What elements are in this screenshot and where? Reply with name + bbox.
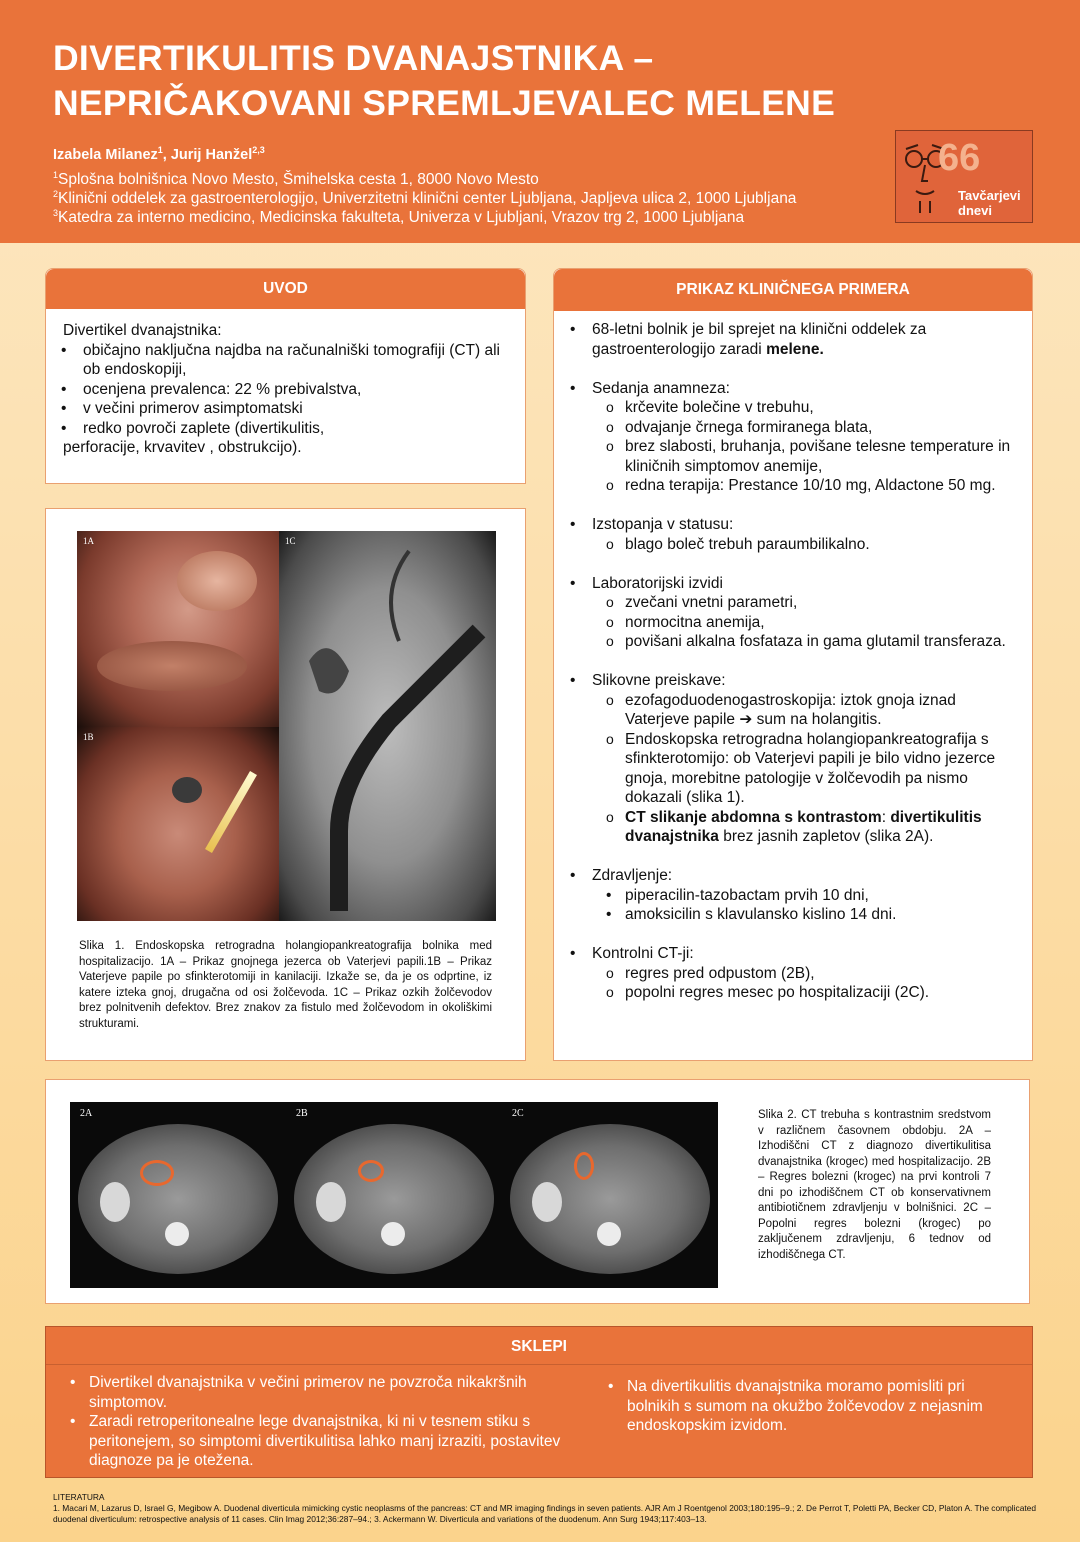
affiliation: $^2$Klinični oddelek za gastroenterologijo, Univerzitetni klinični center Ljubljana, Japljeva ulica 2, 1000 Ljubljana [53,189,797,208]
conference-logo [895,130,1033,223]
uvod-tail: perforacije, krvavitev , obstrukcijo). [63,439,302,456]
endoscopy-image-1b [77,727,279,921]
sklepi-list-right [604,1377,1004,1436]
uvod-heading: UVOD [46,269,525,309]
list-item: • v večini primerov asimptomatski [45,399,515,419]
image-label: 2A [80,1108,93,1119]
list-item: • ocenjena prevalenca: 22 % prebivalstva, [45,380,515,400]
list-item: o brez slabosti, bruhanja, povišane telesne temperature in kliničnih simptomov anemije, [554,437,1024,476]
list-item: • Kontrolni CT-ji: [554,944,1024,964]
list-item: • Izstopanja v statusu: [554,515,1024,535]
list-item: o odvajanje črnega formiranega blata, [554,418,1024,438]
affiliation: $^3$Katedra za interno medicino, Medicinska fakulteta, Univerza v Ljubljani, Vrazov trg 2, 1000 Ljubljana [53,208,745,227]
list-item: o CT slikanje abdomna s kontrastom: divertikulitis dvanajstnika brez jasnih zapletov (slika 2A). [554,808,1024,847]
image-label: 2C [512,1108,524,1119]
case-panel [553,268,1033,1061]
author-name: Jurij Hanžel [170,146,253,163]
list-item: • Slikovne preiskave: [554,671,1024,691]
ct-image-2c [502,1102,718,1288]
endoscopy-image-1a [77,531,279,727]
list-item: o Endoskopska retrogradna holangiopankreatografija s sfinkterotomijo: ob Vaterjevi papili je bilo vidno jezerce gnoja, morebitne patologije v žolčevodih pa nismo dokazali (slika 1). [554,730,1024,808]
references-text: 1. Macari M, Lazarus D, Israel G, Megibow A. Duodenal diverticula mimicking cystic neoplasms of the pancreas: CT and MR imaging findings in seven patients. AJR Am J Roentgenol 2003;180:195–9.; 2. De Perrot T, Poletti PA, Becker CD, Platon A. The complicated duodenal diverticulum: retrospective analysis of 11 cases. Clin Imag 2012;36:287–94.; 3. Ackermann W. Diverticula and variations of the duodenum. Ann Surg 1943;117:403–13. [53,1503,1036,1524]
poster-header [0,0,1080,243]
figure1-panel [45,508,526,1061]
sklepi-list-left [66,1373,566,1471]
logo-number: 66 [938,137,981,179]
list-item: • Na divertikulitis dvanajstnika moramo pomisliti pri bolnikih s sumom na okužbo žolčevodov z nejasnim endoskopskim izvidom. [604,1377,1004,1436]
figure2-caption: Slika 2. CT trebuha s kontrastnim sredstvom v različnem časovnem obdobju. 2A – Izhodiščni CT z diagnozo divertikulitisa dvanajstnika (krogec) med hospitalizacijo. 2B – Regres bolezni (krogec) na prvi kontroli 7 dni po izhodiščnem CT ob konservativnem antibiotičnem zdravljenju v bolnišnici. 2C – Popolni regres bolezni (krogec) po zaključenem zdravljenju, 6 tednov od izhodiščnega CT. [758,1109,991,1261]
lesion-circle [574,1152,594,1180]
list-item: • 68-letni bolnik je bil sprejet na klinični oddelek za gastroenterologijo zaradi melene. [554,320,1024,359]
authors [53,145,265,163]
references [53,1492,1038,1525]
image-label: 1B [83,732,94,742]
poster-title: DIVERTIKULITIS DVANAJSTNIKA – NEPRIČAKOVANI SPREMLJEVALEC MELENE [53,38,836,123]
list-item: • redko povroči zaplete (divertikulitis, [45,419,515,439]
list-item: o zvečani vnetni parametri, [554,593,1024,613]
list-item: • piperacilin-tazobactam prvih 10 dni, [554,886,1024,906]
arrow-icon: ➔ [739,711,753,728]
image-label: 1C [285,536,296,546]
references-heading: LITERATURA [53,1492,105,1502]
list-item: o blago boleč trebuh paraumbilikalno. [554,535,1024,555]
list-item: o popolni regres mesec po hospitalizaciji (2C). [554,983,1024,1003]
list-item: • običajno naključna najdba na računalniški tomografiji (CT) ali ob endoskopiji, [45,341,515,380]
uvod-intro: Divertikel dvanajstnika: [63,322,222,339]
list-item: • amoksicilin s klavulansko kislino 14 dni. [554,905,1024,925]
author-name: Izabela Milanez [53,146,158,163]
list-item: o regres pred odpustom (2B), [554,964,1024,984]
case-heading: PRIKAZ KLINIČNEGA PRIMERA [554,269,1032,311]
affiliation: $^1$Splošna bolnišnica Novo Mesto, Šmihelska cesta 1, 8000 Novo Mesto [53,170,539,189]
sklepi-panel [45,1326,1033,1478]
uvod-panel [45,268,526,484]
ct-image-2b [286,1102,502,1288]
author-sup: 1 [157,145,163,155]
uvod-list [45,341,515,439]
figure2-panel [45,1079,1030,1304]
figure1-caption: Slika 1. Endoskopska retrogradna holangiopankreatografija bolnika med hospitalizacijo. 1A – Prikaz gnojnega jezerca ob Vaterjevi papili.1B – Prikaz Vaterjeve papile po sfinkterotomiji in kanilaciji. Izkaže se, da je os odprtine, iz katere izteka gnoj, drugačna od osi žolčevoda. 1C – Prikaz ozkih žolčevodov brez polnitvenih defektov. Brez znakov za fistulo med žolčevodom in okoliškimi strukturami. [79,940,492,1030]
list-item: o normocitna anemija, [554,613,1024,633]
endoscopy-figure [77,531,496,921]
list-item: • Sedanja anamneza: [554,379,1024,399]
list-item: o ezofagoduodenogastroskopija: iztok gnoja iznad Vaterjeve papile ➔ sum na holangitis. [554,691,1024,730]
list-item: • Zaradi retroperitonealne lege dvanajstnika, ki ni v tesnem stiku s peritonejem, so simptomi divertikulitisa lahko manj izraziti, postavitev diagnoze pa je otežena. [66,1412,566,1471]
image-label: 2B [296,1108,308,1119]
list-item: • Divertikel dvanajstnika v večini primerov ne povzroča nikakršnih simptomov. [66,1373,566,1412]
ct-image-2a [70,1102,286,1288]
ct-figure [70,1102,718,1288]
cholangiography-image-1c [279,531,496,921]
lesion-circle [140,1160,174,1186]
image-label: 1A [83,536,94,546]
list-item: o povišani alkalna fosfataza in gama glutamil transferaza. [554,632,1024,652]
list-item: • Laboratorijski izvidi [554,574,1024,594]
logo-name: Tavčarjevi dnevi [958,188,1021,218]
list-item: • Zdravljenje: [554,866,1024,886]
author-separator: , [162,146,171,163]
list-item: o krčevite bolečine v trebuhu, [554,398,1024,418]
sklepi-heading: SKLEPI [46,1327,1032,1365]
author-sup: 2,3 [252,145,265,155]
lesion-circle [358,1160,384,1182]
list-item: o redna terapija: Prestance 10/10 mg, Aldactone 50 mg. [554,476,1024,496]
